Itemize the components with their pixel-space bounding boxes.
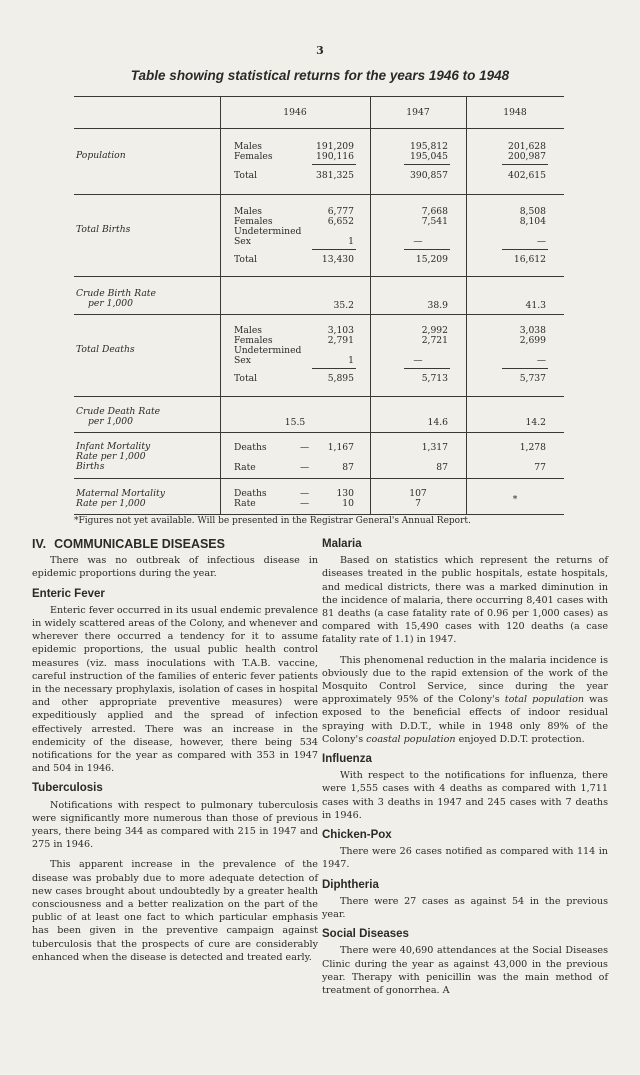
enteric-paragraph: Enteric fever occurred in its usual endemic prevalence in widely scattered areas of the Colony, and whenever and wherever there occurred a tendency for it to assume epidemic proportions, the usual public health control measures (viz. mass inoculations with T.A.B. vaccine, careful instruction of the families of enteric fever patients in the necessary prophylaxis, isolation of cases in hospital and other appropriate preventive measures) were expeditiously applied and the spread of infection effectively arrested. There was an increase in the endemicity of the disease, however, there being 534 notifications for the year as compared with 353 in 1947 and 504 in 1946. bbox=[32, 604, 318, 775]
left-column bbox=[32, 538, 318, 971]
births-males-1947: 7,668 bbox=[421, 206, 448, 217]
tuberculosis-paragraph-2: This apparent increase in the prevalence of the disease was probably due to more adequate detection of new cases brought about undoubtedly by a greater health consciousness and a better realization on the part of the public of at least one fact to which particular emphasis has been given in the preventive campaign against tuberculosis that the prospects of cure are considerably enhanced when the disease is detected and treated early. bbox=[32, 859, 318, 963]
births-males-label: Males bbox=[234, 206, 262, 217]
pop-males-1946: 191,209 bbox=[316, 141, 354, 152]
social-diseases-heading: Social Diseases bbox=[322, 928, 409, 941]
deaths-undetermined-label: Undetermined bbox=[234, 345, 302, 356]
births-undetermined-label: Undetermined bbox=[234, 226, 302, 237]
crude-birth-1947: 38.9 bbox=[427, 300, 448, 311]
maternal-1948-note: * bbox=[512, 494, 518, 505]
tuberculosis-heading: Tuberculosis bbox=[32, 782, 103, 795]
year-1946-header: 1946 bbox=[283, 107, 307, 118]
births-females-label: Females bbox=[234, 216, 273, 227]
crude-death-per: per 1,000 bbox=[88, 416, 133, 427]
chickenpox-paragraph: There were 26 cases notified as compared with 114 in 1947. bbox=[322, 846, 608, 871]
births-sex-1947: — bbox=[413, 236, 423, 247]
section-title: COMMUNICABLE DISEASES bbox=[54, 537, 225, 551]
deaths-females-1946: 2,791 bbox=[327, 335, 354, 346]
infant-label-1: Infant Mortality bbox=[76, 441, 151, 452]
influenza-heading: Influenza bbox=[322, 753, 372, 766]
births-males-1946: 6,777 bbox=[327, 206, 354, 217]
infant-rate-label: Rate bbox=[234, 462, 256, 473]
births-sex-1948: — bbox=[536, 236, 546, 247]
deaths-total-1948: 5,737 bbox=[519, 373, 546, 384]
infant-deaths-1948: 1,278 bbox=[519, 442, 546, 453]
social-diseases-paragraph: There were 40,690 attendances at the Social Diseases Clinic during the year as against 43,000 in the previous year. Therapy with penicillin was the main method of treatment of gonorrhea. A bbox=[322, 945, 608, 997]
deaths-total-1947: 5,713 bbox=[421, 373, 448, 384]
chickenpox-heading: Chicken-Pox bbox=[322, 829, 392, 842]
infant-deaths-dash: — bbox=[300, 442, 310, 453]
influenza-paragraph: With respect to the notifications for influenza, there were 1,555 cases with 4 deaths as compared with 1,711 cases with 3 deaths in 1947 and 245 cases with 7 deaths in 1946. bbox=[322, 770, 608, 821]
infant-deaths-1946: 1,167 bbox=[327, 442, 354, 453]
diphtheria-paragraph: There were 27 cases as against 54 in the previous year. bbox=[322, 895, 608, 921]
crude-death-1948: 14.2 bbox=[525, 417, 546, 428]
infant-rate-1946: 87 bbox=[342, 462, 354, 473]
deaths-sex-1946: 1 bbox=[348, 355, 354, 366]
deaths-males-1946: 3,103 bbox=[327, 325, 354, 336]
deaths-females-label: Females bbox=[234, 335, 273, 346]
crude-birth-1946: 35.2 bbox=[333, 300, 354, 311]
pop-total-1948: 402,615 bbox=[508, 170, 546, 181]
maternal-deaths-label: Deaths bbox=[234, 488, 267, 499]
deaths-females-1947: 2,721 bbox=[421, 335, 448, 346]
population-label: Population bbox=[76, 150, 126, 161]
malaria-paragraph-2: This phenomenal reduction in the malaria incidence is obviously due to the rapid extension of the work of the Mosquito Control Service, since during the year approximately 95% of the Colony's total population was exposed to the beneficial effects of indoor residual spraying with D.D.T., while in 1948 only 89% of the Colony's coastal population enjoyed D.D.T. protection. bbox=[322, 654, 608, 745]
page-number: 3 bbox=[316, 44, 324, 57]
births-total-1946: 13,430 bbox=[321, 254, 354, 265]
intro-paragraph: There was no outbreak of infectious disease in epidemic proportions during the year. bbox=[32, 555, 318, 580]
crude-birth-per: per 1,000 bbox=[88, 298, 133, 309]
crude-birth-label: Crude Birth Rate bbox=[76, 288, 156, 299]
births-sex-1946: 1 bbox=[348, 236, 354, 247]
infant-deaths-1947: 1,317 bbox=[421, 442, 448, 453]
births-females-1947: 7,541 bbox=[421, 216, 448, 227]
enteric-heading: Enteric Fever bbox=[32, 587, 105, 600]
infant-label-3: Births bbox=[76, 461, 105, 472]
year-1948-header: 1948 bbox=[503, 107, 527, 118]
maternal-deaths-1946: 130 bbox=[336, 488, 354, 499]
deaths-sex-1947: — bbox=[413, 355, 423, 366]
births-sex-label: Sex bbox=[234, 236, 251, 247]
deaths-sex-label: Sex bbox=[234, 355, 251, 366]
crude-death-1947: 14.6 bbox=[427, 417, 448, 428]
deaths-sex-1948: — bbox=[536, 355, 546, 366]
maternal-deaths-dash: — bbox=[300, 488, 310, 499]
pop-total-1946: 381,325 bbox=[316, 170, 354, 181]
births-total-label: Total bbox=[234, 254, 258, 265]
births-females-1948: 8,104 bbox=[519, 216, 546, 227]
infant-rate-dash: — bbox=[300, 462, 310, 473]
births-males-1948: 8,508 bbox=[519, 206, 546, 217]
pop-total-label: Total bbox=[234, 170, 258, 181]
crude-birth-1948: 41.3 bbox=[525, 300, 546, 311]
deaths-label: Total Deaths bbox=[76, 344, 135, 355]
maternal-rate-label: Rate bbox=[234, 498, 256, 509]
pop-females-1948: 200,987 bbox=[508, 151, 546, 162]
births-females-1946: 6,652 bbox=[327, 216, 354, 227]
maternal-label-2: Rate per 1,000 bbox=[76, 498, 146, 509]
births-total-1948: 16,612 bbox=[513, 254, 546, 265]
crude-death-label: Crude Death Rate bbox=[76, 406, 161, 417]
pop-females-1947: 195,045 bbox=[410, 151, 448, 162]
diphtheria-heading: Diphtheria bbox=[322, 878, 379, 891]
maternal-deaths-1947: 107 bbox=[409, 488, 427, 499]
pop-males-label: Males bbox=[234, 141, 262, 152]
pop-males-1948: 201,628 bbox=[508, 141, 546, 152]
maternal-rate-dash: — bbox=[300, 498, 310, 509]
malaria-paragraph-1: Based on statistics which represent the returns of diseases treated in the public hospitals, estate hospitals, and medical districts, there was a marked diminution in the incidence of malaria, there occurring 8,401 cases with 81 deaths (a case fatality rate of 0.96 per 1,000 cases) as compared with 15,490 cases with 120 deaths (a case fatality rate of 1.1) in 1947. bbox=[322, 555, 608, 646]
deaths-females-1948: 2,699 bbox=[519, 335, 546, 346]
infant-label-2: Rate per 1,000 bbox=[76, 451, 146, 462]
pop-females-label: Females bbox=[234, 151, 273, 162]
page-title: Table showing statistical returns for the years 1946 to 1948 bbox=[130, 68, 510, 83]
deaths-males-label: Males bbox=[234, 325, 262, 336]
year-1947-header: 1947 bbox=[406, 107, 430, 118]
births-total-1947: 15,209 bbox=[415, 254, 448, 265]
deaths-total-label: Total bbox=[234, 373, 258, 384]
births-label: Total Births bbox=[76, 224, 131, 235]
table-footnote: *Figures not yet available. Will be presented in the Registrar General's Annual Report. bbox=[74, 516, 471, 526]
statistics-table bbox=[74, 96, 564, 516]
pop-total-1947: 390,857 bbox=[410, 170, 448, 181]
malaria-heading: Malaria bbox=[322, 538, 362, 550]
maternal-rate-1946: 10 bbox=[342, 498, 354, 509]
crude-death-1946: 15.5 bbox=[284, 417, 306, 428]
section-heading bbox=[32, 538, 318, 551]
infant-rate-1948: 77 bbox=[534, 462, 546, 473]
right-column bbox=[322, 538, 608, 1004]
infant-deaths-label: Deaths bbox=[234, 442, 267, 453]
section-number: IV. bbox=[32, 537, 47, 551]
maternal-rate-1947: 7 bbox=[415, 498, 421, 509]
pop-females-1946: 190,116 bbox=[316, 151, 354, 162]
maternal-label-1: Maternal Mortality bbox=[76, 488, 165, 499]
deaths-males-1948: 3,038 bbox=[519, 325, 546, 336]
deaths-males-1947: 2,992 bbox=[421, 325, 448, 336]
infant-rate-1947: 87 bbox=[436, 462, 448, 473]
tuberculosis-paragraph-1: Notifications with respect to pulmonary tuberculosis were significantly more numerous than those of previous years, there being 344 as compared with 215 in 1947 and 275 in 1946. bbox=[32, 799, 318, 851]
deaths-total-1946: 5,895 bbox=[327, 373, 354, 384]
pop-males-1947: 195,812 bbox=[410, 141, 448, 152]
